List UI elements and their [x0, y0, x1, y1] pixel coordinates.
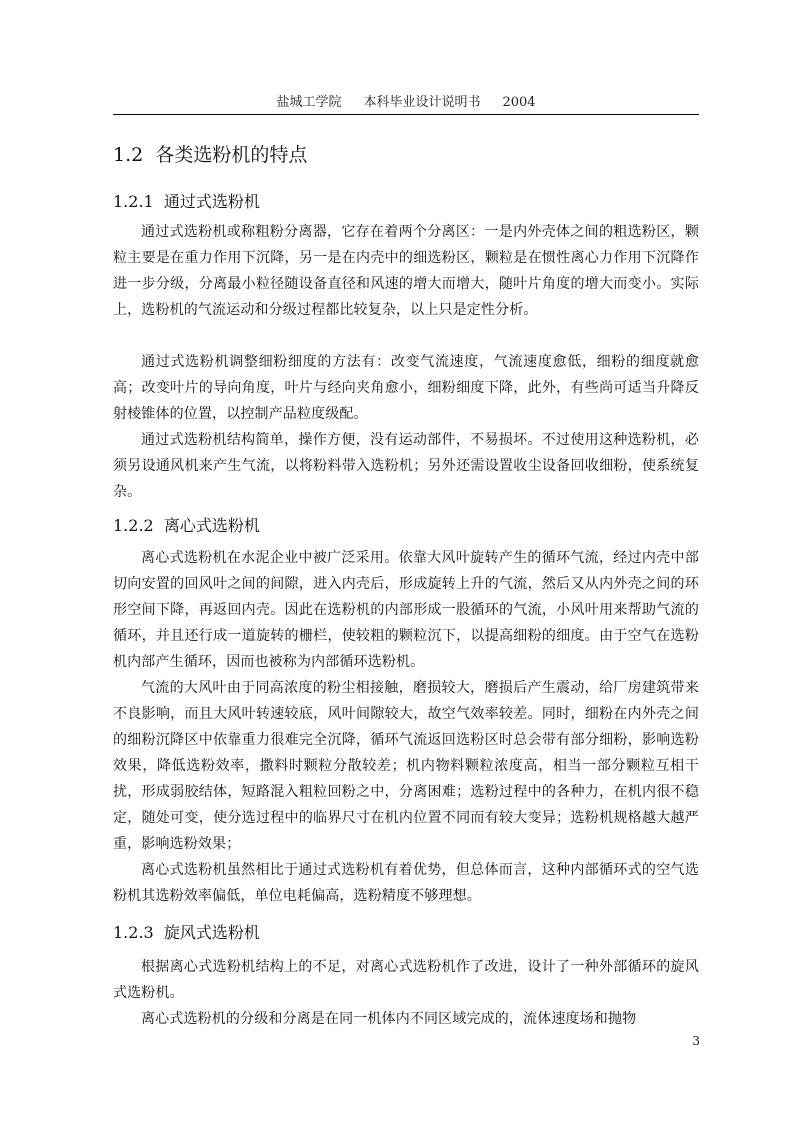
- header-year: 2004: [502, 95, 536, 110]
- subsection-heading-1-2-1: [113, 191, 260, 213]
- section-title: 各类选粉机的特点: [155, 144, 308, 166]
- subsection-number: 1.2.3: [113, 923, 154, 942]
- section-number: 1.2: [113, 144, 144, 166]
- subsection-title: 通过式选粉机: [163, 192, 260, 211]
- paragraph: 通过式选粉机调整细粉细度的方法有：改变气流速度，气流速度愈低，细粉的细度就愈高；改变叶片的导向角度，叶片与经向夹角愈小，细粉细度下降，此外，有些尚可适当升降反射棱锥体的位置，以控制产品粒度级配。: [113, 354, 699, 422]
- subsection-number: 1.2.1: [113, 192, 154, 211]
- subsection-heading-1-2-3: [113, 922, 260, 944]
- header-document-title: 本科毕业设计说明书: [363, 95, 481, 110]
- subsection-number: 1.2.2: [113, 516, 154, 535]
- section-heading: [113, 142, 307, 168]
- paragraph: 通过式选粉机结构简单，操作方便，没有运动部件，不易损坏。不过使用这种选粉机，必须另设通风机来产生气流，以将粉料带入选粉机；另外还需设置收尘设备回收细粉，使系统复杂。: [113, 432, 699, 500]
- page-number: 3: [692, 1034, 700, 1048]
- subsection-title: 旋风式选粉机: [163, 923, 260, 942]
- paragraph: 通过式选粉机或称粗粉分离器，它存在着两个分离区：一是内外壳体之间的粗选粉区，颗粒主要是在重力作用下沉降，另一是在内壳中的细选粉区，颗粒是在惯性离心力作用下沉降作进一步分级，分离最小粒径随设备直径和风速的增大而增大，随叶片角度的增大而变小。实际上，选粉机的气流运动和分级过程都比较复杂，以上只是定性分析。: [113, 224, 699, 318]
- paragraph: 气流的大风叶由于同高浓度的粉尘相接触，磨损较大，磨损后产生震动，给厂房建筑带来不良影响，而且大风叶转速较底，风叶间隙较大，故空气效率较差。同时，细粉在内外壳之间的细粉沉降区中依靠重力很难完全沉降，循环气流返回选粉区时总会带有部分细粉，影响选粉效果，降低选粉效率，撒料时颗粒分散较差；机内物料颗粒浓度高，相当一部分颗粒互相干扰，形成弱胶结体，短路混入粗粒回粉之中，分离困难；选粉过程中的各种力，在机内很不稳定，随处可变，使分选过程中的临界尺寸在机内位置不同而有较大变异；选粉机规格越大越严重，影响选粉效果；: [113, 680, 699, 852]
- running-header: [113, 93, 699, 113]
- paragraph: 离心式选粉机在水泥企业中被广泛采用。依靠大风叶旋转产生的循环气流，经过内壳中部切向安置的回风叶之间的间隙，进入内壳后，形成旋转上升的气流，然后又从内外壳之间的环形空间下降，再返回内壳。因此在选粉机的内部形成一股循环的气流，小风叶用来帮助气流的循环，并且还行成一道旋转的栅栏，使较粗的颗粒沉下，以提高细粉的细度。由于空气在选粉机内部产生循环，因而也被称为内部循环选粉机。: [113, 550, 699, 670]
- paragraph: 离心式选粉机虽然相比于通过式选粉机有着优势，但总体而言，这种内部循环式的空气选粉机其选粉效率偏低，单位电耗偏高，选粉精度不够理想。: [113, 862, 699, 904]
- paragraph: 离心式选粉机的分级和分离是在同一机体内不同区域完成的，流体速度场和抛物: [141, 1011, 637, 1027]
- header-rule: [113, 114, 699, 115]
- header-school: 盐城工学院: [276, 95, 342, 110]
- paragraph: 根据离心式选粉机结构上的不足，对离心式选粉机作了改进，设计了一种外部循环的旋风式选粉机。: [113, 959, 699, 1001]
- subsection-title: 离心式选粉机: [163, 516, 260, 535]
- subsection-heading-1-2-2: [113, 515, 260, 537]
